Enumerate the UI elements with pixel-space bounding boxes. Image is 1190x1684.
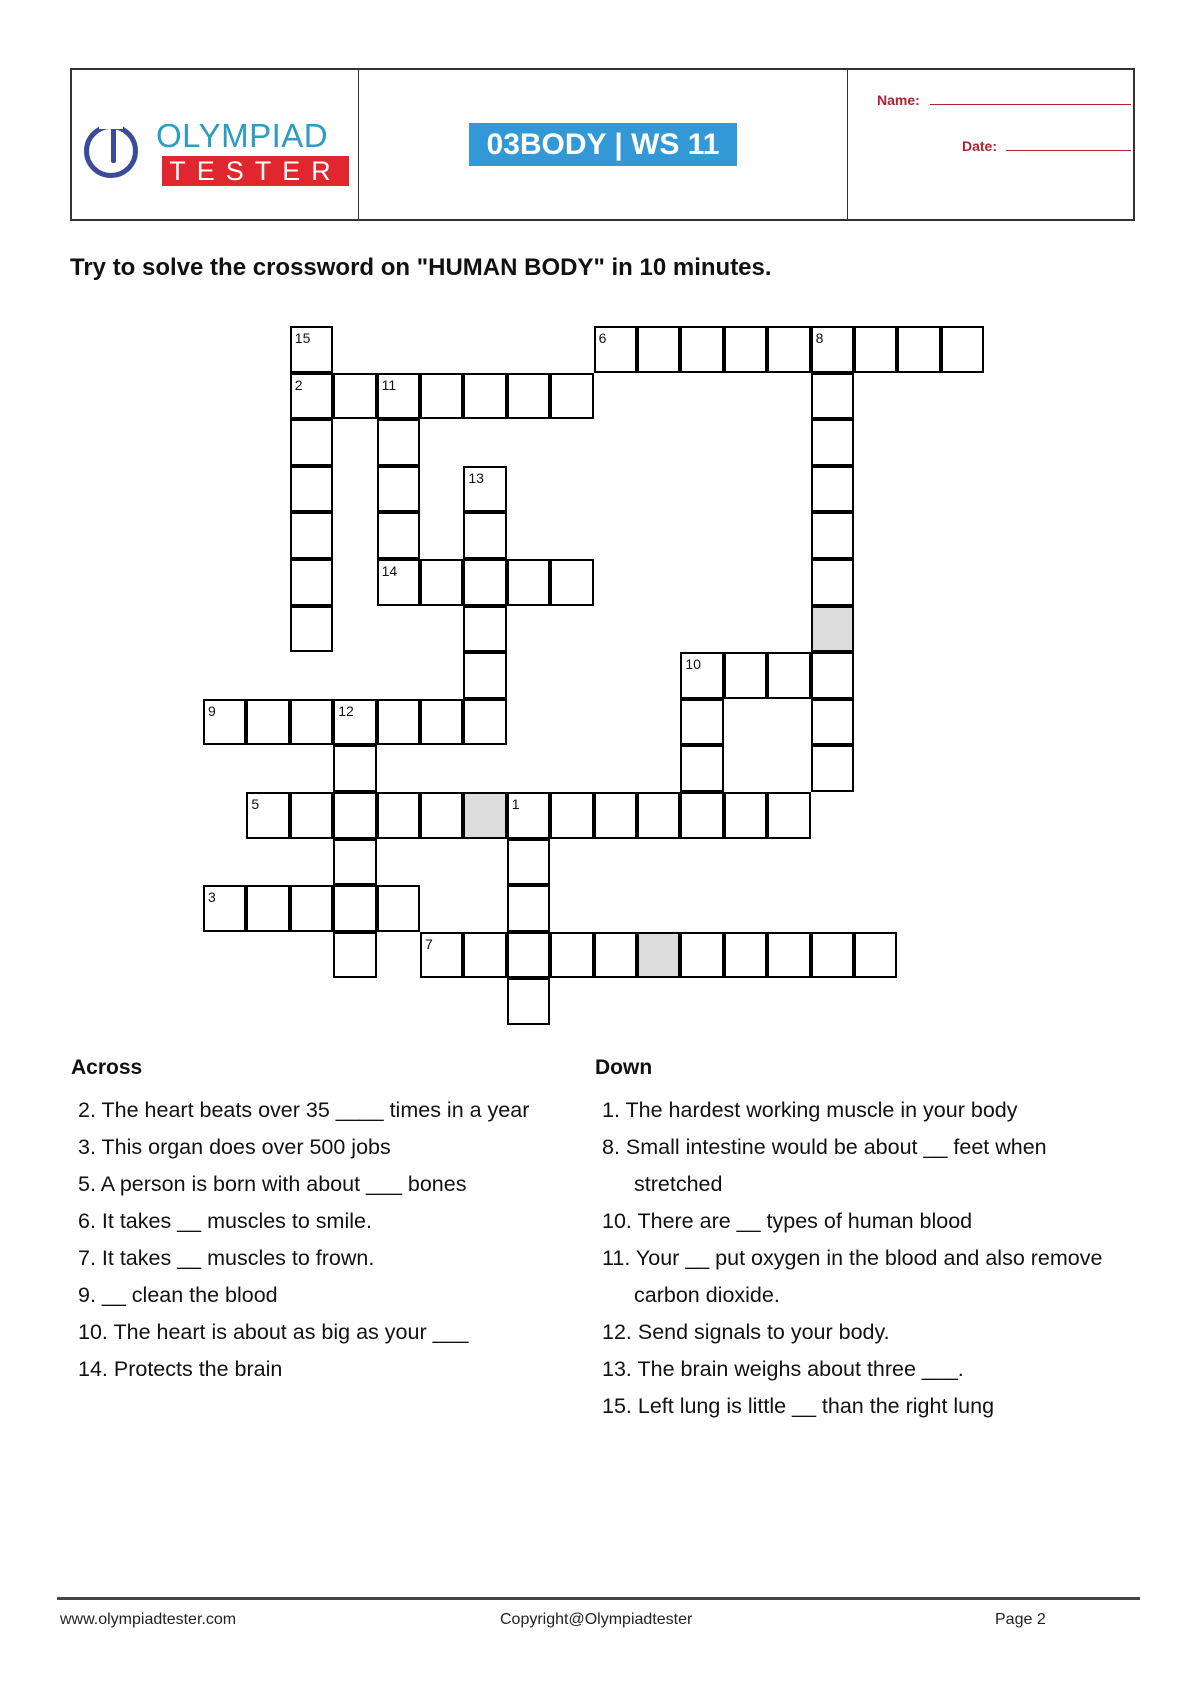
crossword-cell[interactable]	[420, 932, 463, 979]
crossword-cell[interactable]	[377, 699, 420, 746]
crossword-cell[interactable]	[507, 839, 550, 886]
crossword-cell[interactable]	[333, 839, 376, 886]
crossword-cell-shaded[interactable]	[637, 932, 680, 979]
crossword-cell[interactable]	[203, 699, 246, 746]
logo-power-icon	[84, 124, 138, 178]
crossword-cell[interactable]	[767, 652, 810, 699]
crossword-cell[interactable]	[377, 373, 420, 420]
crossword-cell[interactable]	[811, 559, 854, 606]
across-clue: 14. Protects the brain	[78, 1357, 283, 1381]
across-clue: 2. The heart beats over 35 ____ times in a year	[78, 1098, 530, 1122]
footer-divider	[57, 1597, 1140, 1600]
crossword-cell[interactable]	[507, 978, 550, 1025]
across-clue: 9. __ clean the blood	[78, 1283, 278, 1307]
crossword-cell[interactable]	[637, 326, 680, 373]
crossword-cell[interactable]	[637, 792, 680, 839]
crossword-cell[interactable]	[290, 606, 333, 653]
crossword-cell[interactable]	[680, 932, 723, 979]
crossword-cell[interactable]	[811, 466, 854, 513]
crossword-cell[interactable]	[463, 932, 506, 979]
crossword-cell[interactable]	[377, 419, 420, 466]
worksheet-title: 03BODY | WS 11	[469, 123, 737, 166]
crossword-cell[interactable]	[290, 512, 333, 559]
crossword-cell[interactable]	[420, 699, 463, 746]
crossword-cell[interactable]	[463, 559, 506, 606]
crossword-cell[interactable]	[550, 559, 593, 606]
crossword-cell[interactable]	[290, 373, 333, 420]
clue-number: 11	[381, 376, 397, 393]
header-divider	[847, 70, 848, 219]
crossword-cell[interactable]	[377, 466, 420, 513]
crossword-cell[interactable]	[811, 326, 854, 373]
across-clue: 10. The heart is about as big as your ___	[78, 1320, 469, 1344]
crossword-cell[interactable]	[724, 932, 767, 979]
crossword-cell[interactable]	[550, 932, 593, 979]
crossword-cell[interactable]	[463, 652, 506, 699]
crossword-cell[interactable]	[463, 512, 506, 559]
crossword-cell[interactable]	[507, 885, 550, 932]
footer-website: www.olympiadtester.com	[60, 1611, 237, 1628]
footer-copyright: Copyright@Olympiadtester	[500, 1611, 693, 1628]
across-clue: 6. It takes __ muscles to smile.	[78, 1209, 372, 1233]
crossword-cell[interactable]	[246, 792, 289, 839]
logo-bottom-text: TESTER	[162, 156, 349, 186]
down-heading: Down	[595, 1056, 653, 1079]
crossword-cell[interactable]	[333, 373, 376, 420]
crossword-cell[interactable]	[724, 792, 767, 839]
crossword-cell[interactable]	[290, 466, 333, 513]
crossword-cell[interactable]	[767, 792, 810, 839]
crossword-cell[interactable]	[811, 419, 854, 466]
clue-number: 13	[468, 469, 484, 486]
crossword-cell[interactable]	[811, 699, 854, 746]
crossword-cell[interactable]	[463, 373, 506, 420]
across-clue: 5. A person is born with about ___ bones	[78, 1172, 467, 1196]
crossword-cell[interactable]	[680, 652, 723, 699]
crossword-cell[interactable]	[463, 699, 506, 746]
crossword-cell[interactable]	[507, 932, 550, 979]
crossword-cell[interactable]	[333, 745, 376, 792]
crossword-cell[interactable]	[854, 326, 897, 373]
crossword-cell[interactable]	[507, 559, 550, 606]
down-clue-list	[596, 1092, 1126, 1425]
across-heading: Across	[71, 1056, 143, 1079]
crossword-cell[interactable]	[290, 419, 333, 466]
date-field[interactable]	[1006, 150, 1131, 151]
down-clue: 10. There are __ types of human blood	[602, 1209, 973, 1233]
crossword-cell[interactable]	[377, 512, 420, 559]
clue-number: 15	[294, 330, 311, 346]
clue-number: 14	[381, 563, 398, 579]
crossword-cell[interactable]	[333, 932, 376, 979]
footer-page-number: Page 2	[995, 1611, 1046, 1628]
crossword-cell[interactable]	[811, 932, 854, 979]
crossword-cell[interactable]	[767, 932, 810, 979]
crossword-cell-shaded[interactable]	[811, 606, 854, 653]
clue-number: 9	[208, 702, 216, 719]
across-clue: 7. It takes __ muscles to frown.	[78, 1246, 375, 1270]
clue-number: 8	[815, 330, 824, 346]
clue-number: 12	[338, 702, 354, 719]
down-clue: 8. Small intestine would be about __ feet when stretched	[602, 1135, 1047, 1196]
clue-number: 10	[685, 656, 701, 673]
clue-number: 5	[251, 796, 260, 812]
crossword-cell[interactable]	[463, 466, 506, 513]
crossword-cell[interactable]	[594, 326, 637, 373]
crossword-cell[interactable]	[680, 792, 723, 839]
crossword-cell[interactable]	[767, 326, 810, 373]
crossword-cell[interactable]	[724, 326, 767, 373]
crossword-cell[interactable]	[246, 699, 289, 746]
instruction-text: Try to solve the crossword on "HUMAN BODY" in 10 minutes.	[70, 254, 772, 281]
clue-number: 7	[425, 935, 433, 952]
crossword-cell[interactable]	[290, 559, 333, 606]
crossword-cell[interactable]	[290, 699, 333, 746]
crossword-cell[interactable]	[854, 932, 897, 979]
crossword-cell[interactable]	[724, 652, 767, 699]
crossword-cell[interactable]	[594, 932, 637, 979]
crossword-cell[interactable]	[550, 373, 593, 420]
crossword-cell[interactable]	[333, 885, 376, 932]
crossword-cell[interactable]	[680, 699, 723, 746]
crossword-cell[interactable]	[941, 326, 984, 373]
crossword-cell[interactable]	[290, 326, 333, 373]
clue-number: 6	[598, 330, 607, 346]
crossword-cell[interactable]	[377, 885, 420, 932]
across-clue: 3. This organ does over 500 jobs	[78, 1135, 391, 1159]
worksheet-header	[70, 68, 1135, 221]
crossword-cell[interactable]	[290, 885, 333, 932]
down-clue: 11. Your __ put oxygen in the blood and also remove carbon dioxide.	[602, 1246, 1103, 1307]
name-field[interactable]	[930, 104, 1131, 105]
crossword-cell[interactable]	[594, 792, 637, 839]
crossword-cell[interactable]	[377, 559, 420, 606]
date-label: Date:	[962, 138, 998, 154]
crossword-cell[interactable]	[811, 512, 854, 559]
clue-number: 3	[208, 889, 216, 906]
crossword-cell[interactable]	[507, 792, 550, 839]
crossword-cell[interactable]	[420, 373, 463, 420]
crossword-cell[interactable]	[680, 745, 723, 792]
crossword-cell[interactable]	[550, 792, 593, 839]
clue-number: 1	[511, 796, 520, 812]
down-clue: 1. The hardest working muscle in your body	[602, 1098, 1018, 1122]
crossword-cell[interactable]	[246, 885, 289, 932]
crossword-cell[interactable]	[811, 652, 854, 699]
crossword-cell[interactable]	[333, 792, 376, 839]
crossword-cell[interactable]	[507, 373, 550, 420]
crossword-cell[interactable]	[811, 373, 854, 420]
crossword-cell[interactable]	[377, 792, 420, 839]
clue-number: 2	[294, 376, 303, 393]
header-divider	[358, 70, 359, 219]
crossword-cell[interactable]	[680, 326, 723, 373]
crossword-cell[interactable]	[811, 745, 854, 792]
olympiad-tester-logo	[84, 118, 354, 188]
crossword-cell[interactable]	[897, 326, 940, 373]
crossword-cell-shaded[interactable]	[463, 792, 506, 839]
logo-top-text: OLYMPIAD	[156, 117, 329, 154]
crossword-cell[interactable]	[463, 606, 506, 653]
crossword-cell[interactable]	[420, 792, 463, 839]
down-clue: 12. Send signals to your body.	[602, 1320, 890, 1344]
name-label: Name:	[877, 92, 920, 108]
down-clue: 13. The brain weighs about three ___.	[602, 1357, 964, 1381]
crossword-cell[interactable]	[420, 559, 463, 606]
across-clue-list	[72, 1092, 542, 1388]
crossword-cell[interactable]	[333, 699, 376, 746]
crossword-cell[interactable]	[203, 885, 246, 932]
crossword-cell[interactable]	[290, 792, 333, 839]
down-clue: 15. Left lung is little __ than the right lung	[602, 1394, 995, 1418]
